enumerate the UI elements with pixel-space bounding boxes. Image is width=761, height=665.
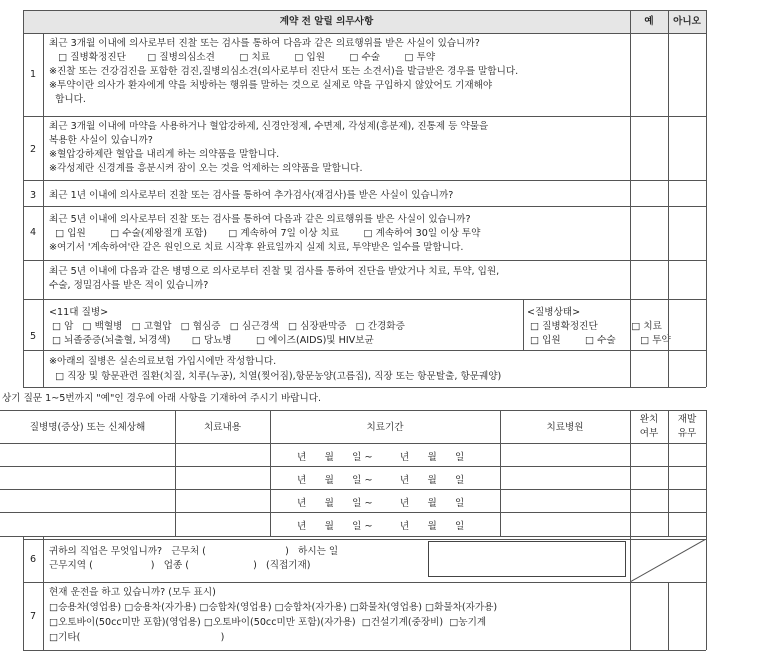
col-complete-header-2: 여부 [639,428,659,439]
col-disease-header: 질병명(증상) 또는 신체상해 [29,422,146,433]
col-recur-header-1: 재발 [677,414,697,425]
q6-line-2[interactable]: 근무지역 ( ) 업종 ( ) (직접기재) [49,560,311,571]
q7-question: 현재 운전을 하고 있습니까? (모두 표시) [49,587,216,598]
q2-question-1: 최근 3개월 이내에 마약을 사용하거나 혈압강하제, 신경안정제, 수면제, 각성제(흥분제), 진통제 등 약물을 [49,121,489,132]
col-hospital-header: 치료병원 [546,422,584,433]
q3-question: 최근 1년 이내에 의사로부터 진찰 또는 검사를 통하여 추가검사(재검사)를 받은 사실이 있습니까? [49,190,454,201]
q5-diseases-row-1[interactable]: □ 암 □ 백혈병 □ 고혈압 □ 협심증 □ 심근경색 □ 심장판막증 □ 간경화증 [52,321,405,332]
q4-options[interactable]: □ 입원 □ 수술(제왕절개 포함) □ 계속하여 7일 이상 치료 □ 계속하여 30일 이상 투약 [49,228,481,239]
q7-options-1[interactable]: □승용차(영업용) □승용차(자가용) □승합차(영업용) □승합차(자가용) □화물차(영업용) □화물차(자가용) [49,602,498,613]
q6-line-1[interactable]: 귀하의 직업은 무엇입니까? 근무처 ( ) 하시는 일 [49,546,339,557]
q5-extra-option[interactable]: □ 직장 및 항문관련 질환(치질, 치루(누공), 치열(찢어짐),항문농양(고름집), 직장 또는 항문탈출, 항문궤양) [49,371,502,382]
q5-extra-note: ※아래의 질병은 실손의료보험 가입시에만 작성합니다. [49,356,277,367]
q1-note-3: 합니다. [49,94,86,105]
diagonal-slash [630,539,706,582]
q1-options[interactable]: □ 질병확정진단 □ 질병의심소견 □ 치료 □ 입원 □ 수술 □ 투약 [49,52,436,63]
period-row-2[interactable]: 년 월 일 ~ 년 월 일 [297,475,465,486]
period-row-3[interactable]: 년 월 일 ~ 년 월 일 [297,498,465,509]
period-row-4[interactable]: 년 월 일 ~ 년 월 일 [297,521,465,532]
q3-number: 3 [29,190,37,201]
q5-status-row-1[interactable]: □ 질병확정진단 □ 치료 [530,321,662,332]
period-row-1[interactable]: 년 월 일 ~ 년 월 일 [297,452,465,463]
q1-number: 1 [29,69,37,80]
q6-number: 6 [29,554,37,565]
q7-number: 7 [29,611,37,622]
q1-question: 최근 3개월 이내에 의사로부터 진찰 또는 검사를 통하여 다음과 같은 의료행위를 받은 사실이 있습니까? [49,38,480,49]
q7-options-2[interactable]: □오토바이(50cc미만 포함)(영업용) □오토바이(50cc미만 포함)(자가용) □건설기계(중장비) □농기계 [49,617,487,628]
q4-note: ※여기서 '계속하여'란 같은 원인으로 치료 시작후 완료일까지 실제 치료, 투약받은 일수를 말합니다. [49,242,464,253]
q5-intro-1: 최근 5년 이내에 다음과 같은 병명으로 의사로부터 진찰 및 검사를 통하여 진단을 받았거나 치료, 투약, 입원, [49,266,500,277]
q2-note-2: ※각성제란 신경계를 흥분시켜 잠이 오는 것을 억제하는 의약품을 말합니다. [49,163,363,174]
job-detail-field[interactable] [428,541,626,577]
instruction-note: 상기 질문 1~5번까지 "예"인 경우에 아래 사항을 기재하여 주시기 바랍니다. [2,393,322,404]
col-period-header: 치료기간 [366,422,404,433]
q1-note-2: ※투약이란 의사가 환자에게 약을 처방하는 행위를 말하는 것으로 실제로 약을 구입하지 않았어도 기재해야 [49,80,493,91]
q5-number: 5 [29,331,37,342]
q2-question-2: 복용한 사실이 있습니까? [49,135,153,146]
q5-diseases-title: <11대 질병> [49,307,109,318]
form-title: 계약 전 알릴 의무사항 [279,16,374,27]
col-recur-header-2: 유무 [677,428,697,439]
q5-diseases-row-2[interactable]: □ 뇌졸중증(뇌출혈, 뇌경색) □ 당뇨병 □ 에이즈(AIDS)및 HIV보균 [52,335,374,346]
q2-number: 2 [29,144,37,155]
q4-question: 최근 5년 이내에 의사로부터 진찰 또는 검사를 통하여 다음과 같은 의료행위를 받은 사실이 있습니까? [49,214,471,225]
yes-header: 예 [644,16,654,27]
col-treatment-header: 치료내용 [203,422,242,433]
no-header: 아니오 [673,16,701,27]
q2-note-1: ※혈압강하제란 혈압을 내리게 하는 의약품을 말합니다. [49,149,280,160]
q1-note-1: ※진찰 또는 건강검진을 포함한 검진,질병의심소견(의사로부터 진단서 또는 소견서)을 발급받은 경우를 말합니다. [49,66,519,77]
q5-status-row-2[interactable]: □ 입원 □ 수술 □ 투약 [530,335,671,346]
q7-options-3[interactable]: □기타( ) [49,632,225,643]
col-complete-header-1: 완치 [639,414,659,425]
q5-status-title: <질병상태> [527,307,581,318]
q5-intro-2: 수술, 정밀검사를 받은 적이 있습니까? [49,280,209,291]
q4-number: 4 [29,227,37,238]
